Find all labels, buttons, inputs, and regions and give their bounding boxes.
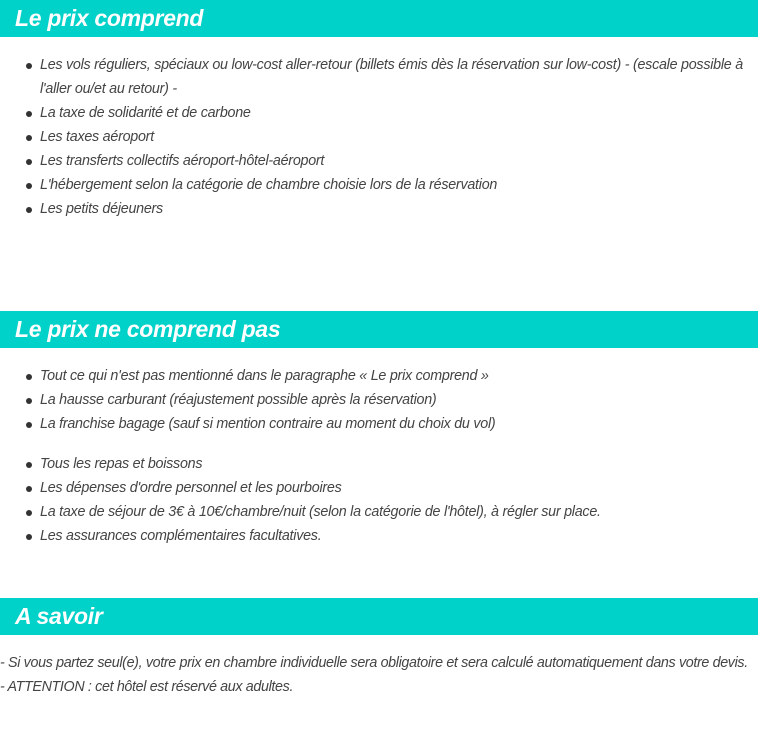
excluded-list-2 (0, 452, 758, 548)
bullet-icon (26, 159, 32, 165)
section-header-info: A savoir (0, 598, 758, 635)
info-line: - ATTENTION : cet hôtel est réservé aux adultes. (0, 679, 294, 695)
list-item: Les transferts collectifs aéroport-hôtel-aéroport (0, 149, 758, 173)
list-item: Tout ce qui n'est pas mentionné dans le paragraphe « Le prix comprend » (0, 364, 758, 388)
list-item: Les assurances complémentaires facultatives. (0, 524, 758, 548)
info-line: - Si vous partez seul(e), votre prix en chambre individuelle sera obligatoire et sera calculé automatiquement dans votre devis. (0, 655, 748, 671)
list-item: La taxe de solidarité et de carbone (0, 101, 758, 125)
list-item: La franchise bagage (sauf si mention contraire au moment du choix du vol) (0, 412, 758, 436)
bullet-icon (26, 534, 32, 540)
excluded-list-1 (0, 364, 758, 436)
bullet-icon (26, 374, 32, 380)
bullet-icon (26, 462, 32, 468)
section-header-included: Le prix comprend (0, 0, 758, 37)
included-list (0, 53, 758, 221)
bullet-icon (26, 422, 32, 428)
bullet-icon (26, 207, 32, 213)
list-item: Les petits déjeuners (0, 197, 758, 221)
section-header-excluded: Le prix ne comprend pas (0, 311, 758, 348)
bullet-icon (26, 486, 32, 492)
list-item: Les taxes aéroport (0, 125, 758, 149)
bullet-icon (26, 510, 32, 516)
bullet-icon (26, 63, 32, 69)
list-item: Les dépenses d'ordre personnel et les pourboires (0, 476, 758, 500)
list-item: L'hébergement selon la catégorie de chambre choisie lors de la réservation (0, 173, 758, 197)
bullet-icon (26, 183, 32, 189)
list-item: Tous les repas et boissons (0, 452, 758, 476)
info-notes (0, 651, 758, 699)
bullet-icon (26, 111, 32, 117)
bullet-icon (26, 135, 32, 141)
bullet-icon (26, 398, 32, 404)
list-item: La hausse carburant (réajustement possible après la réservation) (0, 388, 758, 412)
list-item: Les vols réguliers, spéciaux ou low-cost aller-retour (billets émis dès la réservation sur low-cost) - (escale possible à l'aller ou/et au retour) - (0, 53, 758, 101)
list-item: La taxe de séjour de 3€ à 10€/chambre/nuit (selon la catégorie de l'hôtel), à régler sur place. (0, 500, 758, 524)
